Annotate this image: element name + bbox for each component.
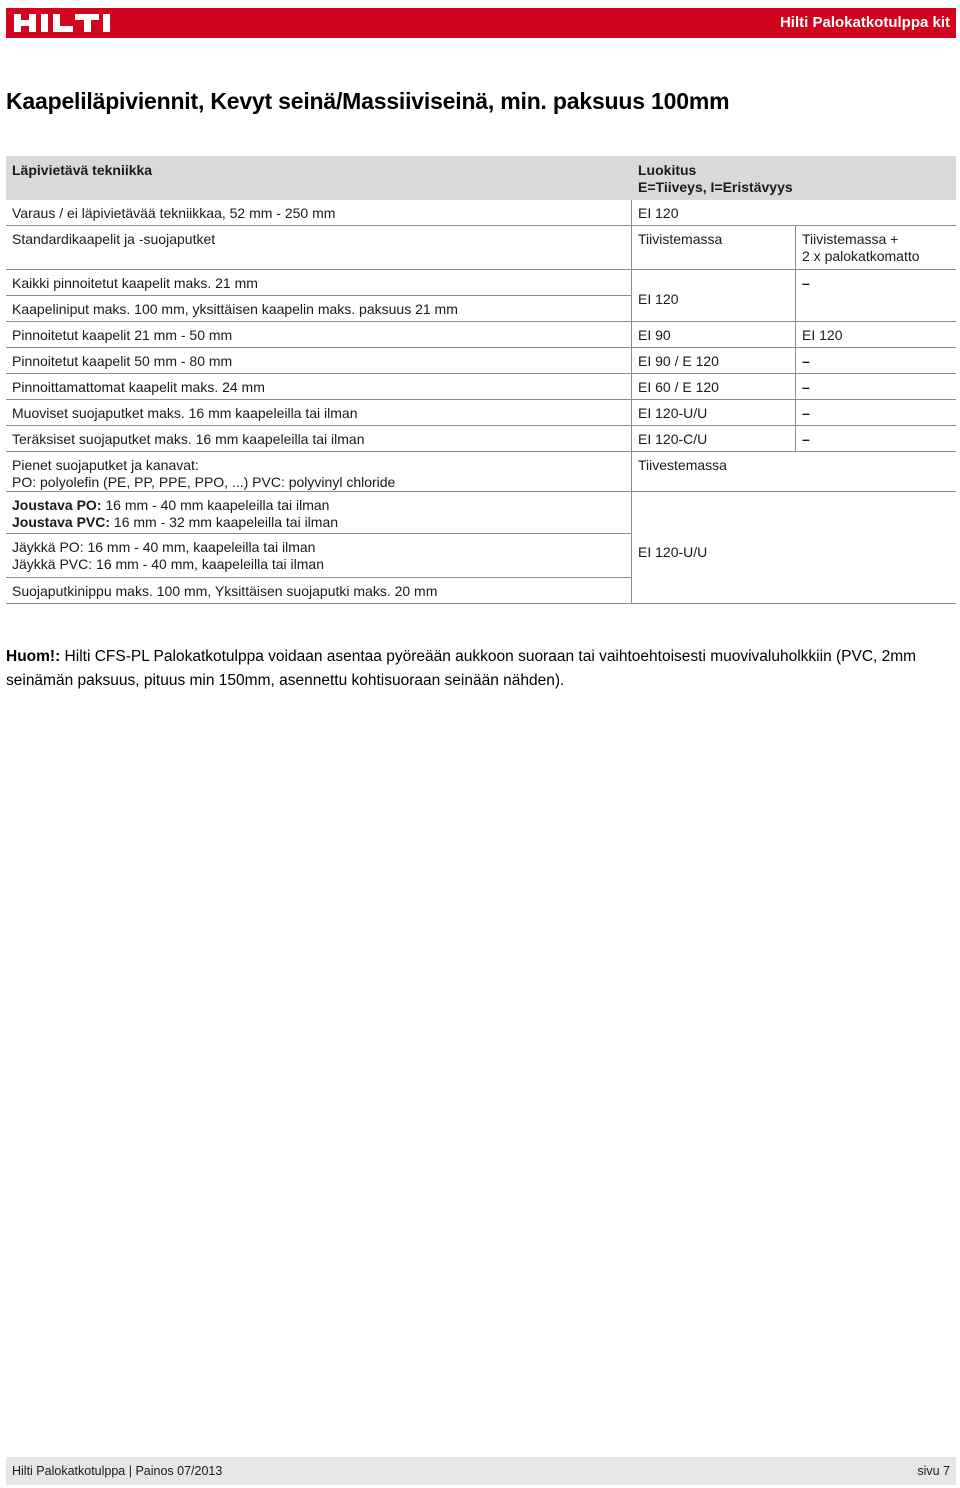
row-rating: Tiivestemassa [638, 457, 727, 473]
table-row [6, 400, 956, 426]
row-technology: Standardikaapelit ja -suojaputket [12, 231, 216, 247]
text-line: Jäykkä PVC: 16 mm - 40 mm, kaapeleilla tai ilman [12, 556, 324, 572]
text-line: PO: polyolefin (PE, PP, PPE, PPO, ...) PVC: polyvinyl chloride [12, 474, 396, 490]
table-row [6, 534, 632, 578]
row-technology [6, 534, 632, 573]
row-technology: Teräksiset suojaputket maks. 16 mm kaapeleilla tai ilman [12, 431, 365, 447]
table-row [6, 226, 956, 270]
rating-line: Tiivistemassa + [802, 231, 899, 247]
row-rating: EI 60 / E 120 [638, 379, 719, 395]
row-technology: Pinnoittamattomat kaapelit maks. 24 mm [12, 379, 265, 395]
merged-rating: EI 120 [638, 291, 679, 307]
note-text: Hilti CFS-PL Palokatkotulppa voidaan asentaa pyöreään aukkoon suoraan tai vaihtoehtoisesti muovivaluholkkiin (PVC, 2mm seinämän paksuus, pituus min 150mm, asennettu kohtisuoraan seinään nähden). [6, 648, 917, 689]
row-rating: EI 120 [638, 205, 679, 221]
rating-line: 2 x palokatkomatto [802, 248, 920, 264]
table-row [6, 452, 956, 492]
column-header-classification [632, 156, 956, 196]
row-rating-mat: – [802, 353, 810, 369]
top-banner [6, 8, 956, 38]
row-technology: Kaapeliniput maks. 100 mm, yksittäisen kaapelin maks. paksuus 21 mm [12, 301, 458, 317]
note-paragraph [6, 645, 956, 693]
text-line [12, 514, 626, 531]
row-rating: EI 120-C/U [638, 431, 708, 447]
row-rating-mat: – [802, 405, 810, 421]
row-technology [6, 492, 632, 531]
row-rating-mat: EI 120 [802, 327, 843, 343]
row-rating: EI 90 / E 120 [638, 353, 719, 369]
bold-label: Joustava PO: [12, 497, 102, 513]
row-rating-mat: – [802, 431, 810, 447]
bold-label: Joustava PVC: [12, 514, 111, 530]
row-technology: Pinnoitetut kaapelit 21 mm - 50 mm [12, 327, 233, 343]
text-rest: 16 mm - 40 mm kaapeleilla tai ilman [101, 497, 330, 513]
merged-rating: EI 120-U/U [638, 544, 708, 560]
table-row [6, 426, 956, 452]
text-rest: 16 mm - 32 mm kaapeleilla tai ilman [110, 514, 339, 530]
row-technology [6, 452, 632, 491]
row-technology: Muoviset suojaputket maks. 16 mm kaapeleilla tai ilman [12, 405, 358, 421]
row-rating-mat: – [802, 379, 810, 395]
logo-area [6, 8, 638, 38]
row-rating-sealant-mat [796, 226, 956, 265]
classification-label: Luokitus [638, 162, 697, 178]
row-rating: EI 90 [638, 327, 671, 343]
table-row [6, 492, 632, 534]
table-row [6, 374, 956, 400]
row-technology: Kaikki pinnoitetut kaapelit maks. 21 mm [6, 270, 632, 296]
table-header-row [6, 156, 956, 200]
page-title: Kaapeliläpiviennit, Kevyt seinä/Massiiviseinä, min. paksuus 100mm [6, 88, 730, 114]
table-row [6, 578, 956, 604]
merged-rating-dash: – [802, 275, 810, 291]
hilti-logo [12, 10, 130, 36]
table-row [6, 322, 956, 348]
table-row [6, 348, 956, 374]
text-line: Jäykkä PO: 16 mm - 40 mm, kaapeleilla tai ilman [12, 539, 316, 555]
table-row [6, 296, 956, 322]
row-technology: Pinnoitetut kaapelit 50 mm - 80 mm [12, 353, 233, 369]
column-divider [795, 226, 796, 452]
row-technology: Suojaputkinippu maks. 100 mm, Yksittäisen suojaputki maks. 20 mm [12, 583, 438, 599]
note-label: Huom!: [6, 648, 61, 665]
row-technology: Varaus / ei läpivietävää tekniikkaa, 52 mm - 250 mm [12, 205, 336, 221]
row-rating-sealant: Tiivistemassa [638, 231, 723, 247]
classification-legend: E=Tiiveys, I=Eristävyys [638, 179, 793, 195]
page-footer [6, 1457, 956, 1485]
document-title: Hilti Palokatkotulppa kit [779, 14, 950, 31]
row-rating: EI 120-U/U [638, 405, 708, 421]
text-line: Pienet suojaputket ja kanavat: [12, 457, 199, 473]
text-line [12, 497, 626, 514]
table-row [6, 200, 956, 226]
column-header-technology: Läpivietävä tekniikka [12, 162, 153, 178]
footer-edition: Hilti Palokatkotulppa | Painos 07/2013 [12, 1464, 223, 1478]
page-number: sivu 7 [917, 1464, 950, 1478]
column-divider [631, 200, 632, 604]
